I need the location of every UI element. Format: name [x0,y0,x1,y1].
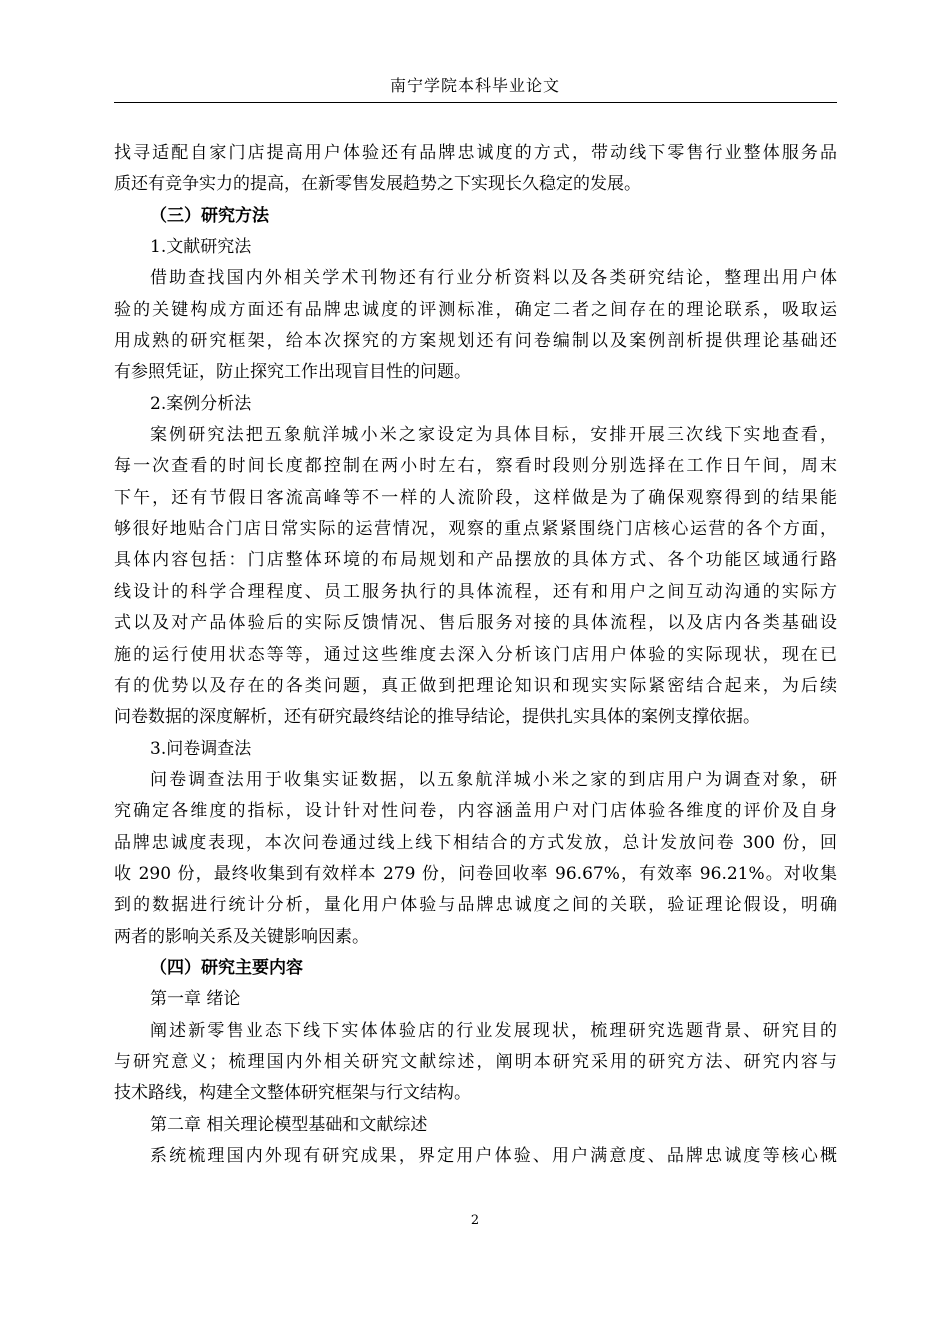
section-heading: （四）研究主要内容 [150,957,303,978]
chapter-heading: 第二章 相关理论模型基础和文献综述 [150,1114,428,1135]
text-line: 施的运行使用状态等等，通过这些维度去深入分析该门店用户体验的实际现状，现在已 [114,644,837,665]
page-number: 2 [470,1213,480,1228]
chapter-heading: 第一章 绪论 [150,989,241,1010]
text-line: 技术路线，构建全文整体研究框架与行文结构。 [114,1083,471,1104]
text-line: 品牌忠诚度表现，本次问卷通过线上线下相结合的方式发放，总计发放问卷 300 份，回 [114,832,837,853]
text-line: 问卷数据的深度解析，还有研究最终结论的推导结论，提供扎实具体的案例支撑依据。 [114,707,760,728]
body-text [114,138,837,1172]
text-line: 到的数据进行统计分析，量化用户体验与品牌忠诚度之间的关联，验证理论假设，明确 [114,895,837,916]
running-header: 南宁学院本科毕业论文 [389,76,560,95]
subsection-heading: 2.案例分析法 [150,393,252,414]
text-line: 下午，还有节假日客流高峰等不一样的人流阶段，这样做是为了确保观察得到的结果能 [114,487,837,508]
text-line: 找寻适配自家门店提高用户体验还有品牌忠诚度的方式，带动线下零售行业整体服务品 [114,143,837,163]
text-line: 质还有竞争实力的提高，在新零售发展趋势之下实现长久稳定的发展。 [114,174,641,195]
text-line: 两者的影响关系及关键影响因素。 [114,926,369,947]
text-line: 有的优势以及存在的各类问题，真正做到把理论知识和现实实际紧密结合起来，为后续 [114,675,837,696]
text-line: 每一次查看的时间长度都控制在两小时左右，察看时段则分别选择在工作日午间，周末 [114,456,837,477]
text-line: 式以及对产品体验后的实际反馈情况、售后服务对接的具体流程，以及店内各类基础设 [114,613,837,634]
text-line: 阐述新零售业态下线下实体体验店的行业发展现状，梳理研究选题背景、研究目的 [150,1020,837,1041]
text-line: 问卷调查法用于收集实证数据，以五象航洋城小米之家的到店用户为调查对象，研 [150,769,837,790]
text-line: 究确定各维度的指标，设计针对性问卷，内容涵盖用户对门店体验各维度的评价及自身 [114,801,837,822]
text-line: 具体内容包括：门店整体环境的布局规划和产品摆放的具体方式、各个功能区域通行路 [114,550,837,571]
subsection-heading: 3.问卷调查法 [150,738,252,759]
text-line: 与研究意义；梳理国内外相关研究文献综述，阐明本研究采用的研究方法、研究内容与 [114,1051,837,1072]
subsection-heading: 1.文献研究法 [150,237,252,258]
text-line: 案例研究法把五象航洋城小米之家设定为具体目标，安排开展三次线下实地查看， [150,425,837,446]
text-line: 借助查找国内外相关学术刊物还有行业分析资料以及各类研究结论，整理出用户体 [150,268,837,289]
text-line: 够很好地贴合门店日常实际的运营情况，观察的重点紧紧围绕门店核心运营的各个方面， [114,519,837,540]
section-heading: （三）研究方法 [150,205,269,226]
text-line: 用成熟的研究框架，给本次探究的方案规划还有问卷编制以及案例剖析提供理论基础还 [114,331,837,352]
text-line: 有参照凭证，防止探究工作出现盲目性的问题。 [114,362,471,383]
header-divider [114,102,837,103]
text-line: 收 290 份，最终收集到有效样本 279 份，问卷回收率 96.67%，有效率 96.21%。对收集 [114,863,837,884]
text-line: 线设计的科学合理程度、员工服务执行的具体流程，还有和用户之间互动沟通的实际方 [114,581,837,602]
text-line: 系统梳理国内外现有研究成果，界定用户体验、用户满意度、品牌忠诚度等核心概 [150,1146,837,1166]
text-line: 验的关键构成方面还有品牌忠诚度的评测标准，确定二者之间存在的理论联系，吸取运 [114,299,837,320]
